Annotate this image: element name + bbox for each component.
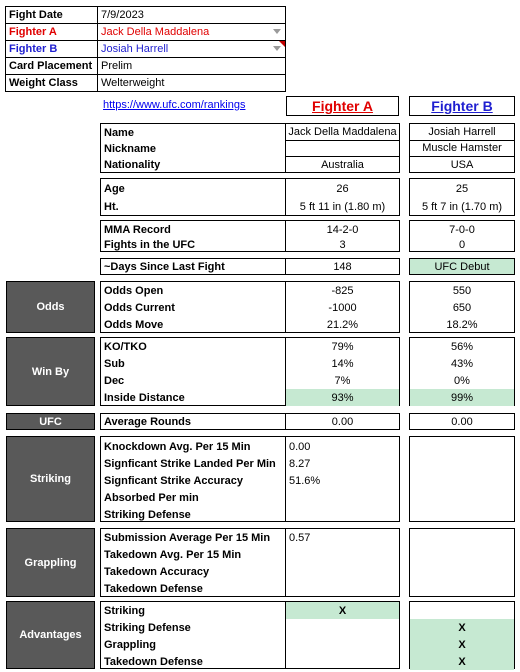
fight-date-label: Fight Date — [5, 6, 98, 24]
submission-avg-a: 0.57 — [289, 531, 311, 544]
adv-striking-defense-b: X — [410, 619, 514, 636]
adv-striking-label: Striking — [104, 604, 145, 617]
dec-label: Dec — [104, 374, 125, 387]
age-a: 26 — [336, 182, 349, 195]
name-label: Name — [104, 126, 134, 139]
odds-section-label: Odds — [6, 281, 95, 333]
ufc-section-label: UFC — [6, 413, 95, 430]
adv-grappling-label: Grappling — [104, 638, 156, 651]
nickname-a — [286, 140, 399, 157]
ufc-fights-b: 0 — [458, 238, 466, 251]
fighter-b-select[interactable] — [97, 40, 286, 58]
average-rounds-b: 0.00 — [409, 413, 515, 430]
odds-move-label: Odds Move — [104, 318, 164, 331]
fighter-a-selected: Jack Della Maddalena — [101, 26, 210, 38]
sig-strike-accuracy-a: 51.6% — [289, 474, 321, 487]
days-since-b: UFC Debut — [409, 258, 515, 275]
odds-current-a: -1000 — [328, 301, 357, 314]
nickname-b: Muscle Hamster — [410, 140, 514, 157]
odds-open-b: 550 — [452, 284, 472, 297]
nickname-label: Nickname — [104, 142, 156, 155]
adv-grappling-b: X — [410, 636, 514, 653]
mma-record-b: 7-0-0 — [449, 223, 475, 236]
odds-move-b: 18.2% — [446, 318, 478, 331]
sig-strike-accuracy-label: Signficant Strike Accuracy — [104, 474, 243, 487]
mma-record-label: MMA Record — [104, 223, 171, 236]
age-label: Age — [104, 182, 125, 195]
name-b: Josiah Harrell — [410, 124, 514, 141]
odds-current-label: Odds Current — [104, 301, 175, 314]
card-placement-label: Card Placement — [5, 57, 98, 75]
takedown-accuracy-label: Takedown Accuracy — [104, 565, 210, 578]
adv-takedown-defense-label: Takedown Defense — [104, 655, 203, 668]
fighter-b-label: Fighter B — [5, 40, 98, 58]
nationality-a: Australia — [321, 158, 364, 171]
sub-label: Sub — [104, 357, 125, 370]
weight-class-value[interactable]: Welterweight — [97, 74, 286, 92]
dec-b: 0% — [454, 374, 470, 387]
striking-b-column — [409, 436, 515, 522]
card-placement-value[interactable]: Prelim — [97, 57, 286, 75]
winby-section-label: Win By — [6, 337, 95, 406]
odds-open-a: -825 — [331, 284, 354, 297]
takedown-avg-label: Takedown Avg. Per 15 Min — [104, 548, 242, 561]
fight-date-value[interactable]: 7/9/2023 — [97, 6, 286, 24]
nationality-b: USA — [450, 158, 474, 171]
dec-a: 7% — [334, 374, 351, 387]
average-rounds-label: Average Rounds — [100, 413, 286, 430]
inside-distance-label: Inside Distance — [104, 391, 185, 404]
height-label: Ht. — [104, 200, 119, 213]
rankings-link[interactable]: https://www.ufc.com/rankings — [103, 99, 246, 111]
average-rounds-a: 0.00 — [285, 413, 400, 430]
sub-b: 43% — [450, 357, 474, 370]
fighter-a-select[interactable] — [97, 23, 286, 41]
days-since-a: 148 — [285, 258, 400, 275]
mma-record-a: 14-2-0 — [326, 223, 359, 236]
age-b: 25 — [455, 182, 469, 195]
striking-section-label: Striking — [6, 436, 95, 522]
days-since-label: ~Days Since Last Fight — [100, 258, 286, 275]
sig-strike-landed-label: Signficant Strike Landed Per Min — [104, 457, 276, 470]
inside-distance-a: 93% — [286, 389, 399, 406]
fighter-b-selected: Josiah Harrell — [101, 43, 169, 55]
adv-striking-defense-label: Striking Defense — [104, 621, 191, 634]
inside-distance-b: 99% — [410, 389, 514, 406]
ko-a: 79% — [331, 340, 354, 353]
advantages-section-label: Advantages — [6, 601, 95, 669]
grappling-b-column — [409, 528, 515, 597]
adv-striking-a: X — [286, 602, 399, 619]
odds-current-b: 650 — [452, 301, 472, 314]
adv-takedown-defense-b: X — [410, 653, 514, 670]
sub-a: 14% — [331, 357, 354, 370]
odds-move-a: 21.2% — [326, 318, 359, 331]
knockdown-avg-a: 0.00 — [289, 440, 311, 453]
takedown-defense-label: Takedown Defense — [104, 582, 203, 595]
fighter-b-header: Fighter B — [409, 96, 515, 116]
comment-indicator-icon[interactable] — [279, 41, 285, 47]
odds-open-label: Odds Open — [104, 284, 164, 297]
nationality-label: Nationality — [104, 158, 161, 171]
sig-strike-landed-a: 8.27 — [289, 457, 311, 470]
fighter-a-header: Fighter A — [286, 96, 399, 116]
name-a: Jack Della Maddalena — [286, 124, 399, 141]
knockdown-avg-label: Knockdown Avg. Per 15 Min — [104, 440, 251, 453]
fighter-a-label: Fighter A — [5, 23, 98, 41]
chevron-down-icon[interactable] — [273, 29, 281, 34]
weight-class-label: Weight Class — [5, 74, 98, 92]
height-b: 5 ft 7 in (1.70 m) — [421, 200, 503, 213]
ufc-fights-label: Fights in the UFC — [104, 238, 196, 251]
absorbed-label: Absorbed Per min — [104, 491, 199, 504]
grappling-section-label: Grappling — [6, 528, 95, 597]
submission-avg-label: Submission Average Per 15 Min — [104, 531, 271, 544]
height-a: 5 ft 11 in (1.80 m) — [299, 200, 386, 213]
ko-b: 56% — [450, 340, 474, 353]
ko-label: KO/TKO — [104, 340, 147, 353]
striking-defense-label: Striking Defense — [104, 508, 191, 521]
ufc-fights-a: 3 — [339, 238, 346, 251]
